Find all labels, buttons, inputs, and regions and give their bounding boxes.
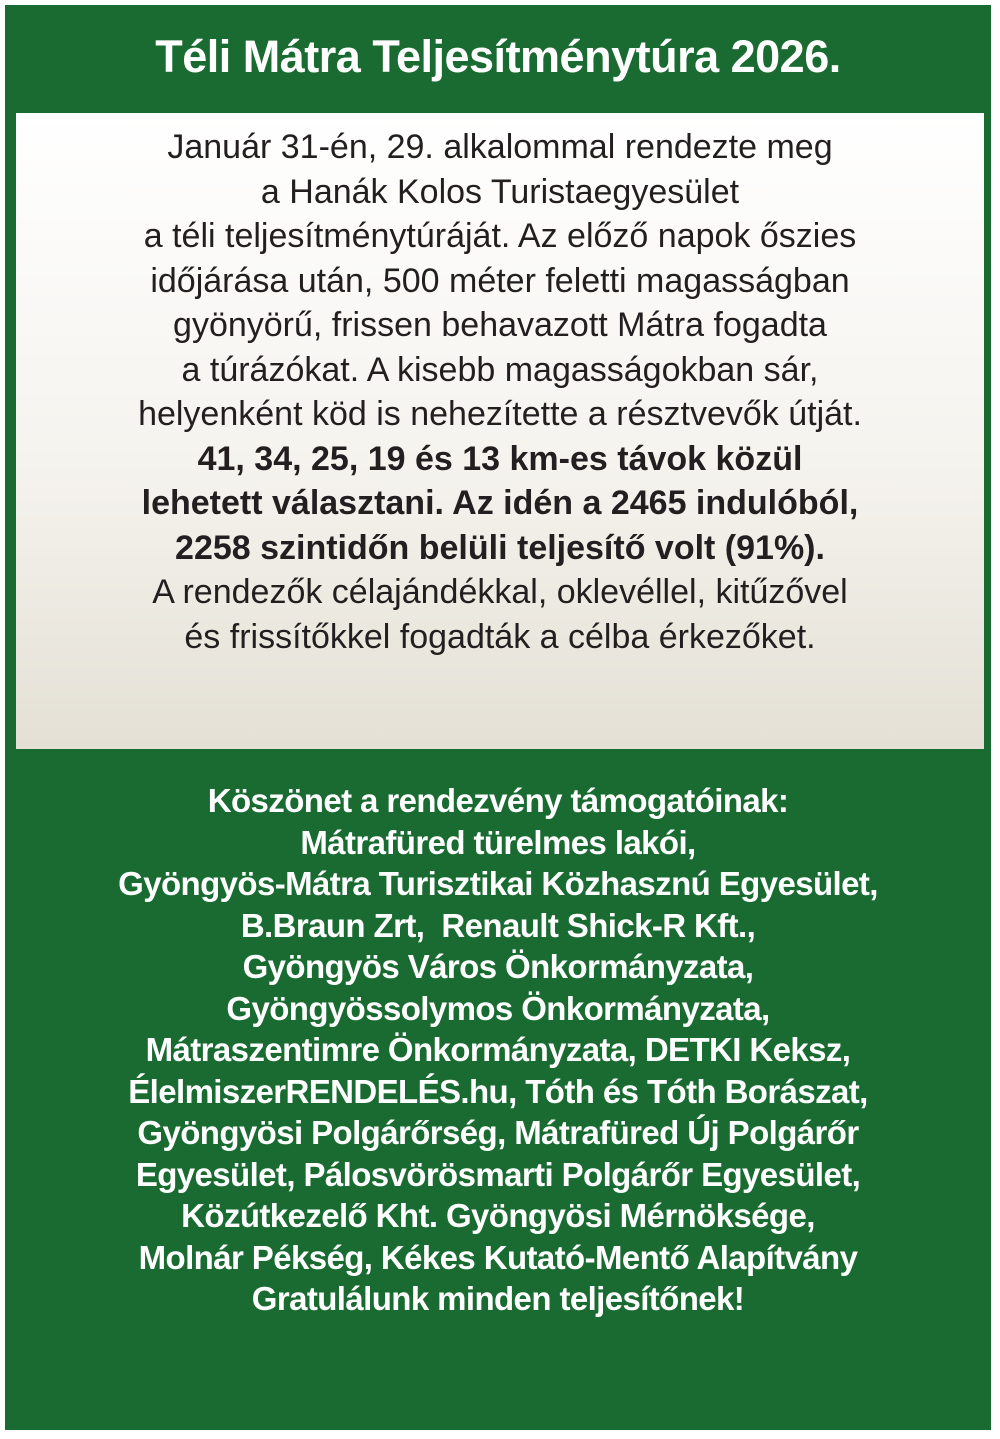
poster-frame xyxy=(5,5,991,1430)
info-box xyxy=(16,113,984,749)
info-line-highlight: 41, 34, 25, 19 és 13 km-es távok közül xyxy=(197,439,803,478)
info-line: a túrázókat. A kisebb magasságokban sár, xyxy=(181,350,819,389)
sponsor-line: B.Braun Zrt, Renault Shick-R Kft., xyxy=(240,906,756,944)
sponsor-line: Gyöngyössolymos Önkormányzata, xyxy=(226,989,770,1027)
info-line-highlight: 2258 szintidőn belüli teljesítő volt (91%). xyxy=(175,528,825,567)
poster-title: Téli Mátra Teljesítménytúra 2026. xyxy=(155,31,841,82)
sponsor-line: Molnár Pékség, Kékes Kutató-Mentő Alapítvány xyxy=(138,1238,858,1276)
info-line: gyönyörű, frissen behavazott Mátra fogadta xyxy=(173,306,827,344)
congratulations-line: Gratulálunk minden teljesítőnek! xyxy=(251,1280,745,1317)
sponsor-line: Közútkezelő Kht. Gyöngyösi Mérnöksége, xyxy=(181,1197,815,1234)
sponsor-line: Mátrafüred türelmes lakói, xyxy=(300,823,696,861)
sponsor-line: Mátraszentimre Önkormányzata, DETKI Keksz, xyxy=(145,1031,851,1068)
info-line: a Hanák Kolos Turistaegyesület xyxy=(260,172,740,211)
sponsor-line: Gyöngyös Város Önkormányzata, xyxy=(242,948,754,985)
info-line: Január 31-én, 29. alkalommal rendezte meg xyxy=(167,128,833,166)
info-line-highlight: lehetett választani. Az idén a 2465 indulóból, xyxy=(141,484,859,522)
sponsor-line: Gyöngyösi Polgárőrség, Mátrafüred Új Polgárőr xyxy=(137,1114,859,1151)
info-line: időjárása után, 500 méter feletti magasságban xyxy=(150,261,850,300)
sponsors-section xyxy=(5,780,991,1320)
info-line: a téli teljesítménytúráját. Az előző napok őszies xyxy=(143,217,857,255)
sponsor-line: ÉlelmiszerRENDELÉS.hu, Tóth és Tóth Borászat, xyxy=(128,1072,868,1110)
info-line: és frissítőkkel fogadták a célba érkezőket. xyxy=(184,617,816,656)
sponsor-line: Egyesület, Pálosvörösmarti Polgárőr Egyesület, xyxy=(135,1155,861,1193)
info-line: A rendezők célajándékkal, oklevéllel, kitűzővel xyxy=(152,573,848,611)
info-line: helyenként köd is nehezítette a résztvevők útját. xyxy=(138,395,862,433)
sponsor-line: Gyöngyös-Mátra Turisztikai Közhasznú Egyesület, xyxy=(118,865,878,902)
sponsors-heading: Köszönet a rendezvény támogatóinak: xyxy=(207,782,789,819)
